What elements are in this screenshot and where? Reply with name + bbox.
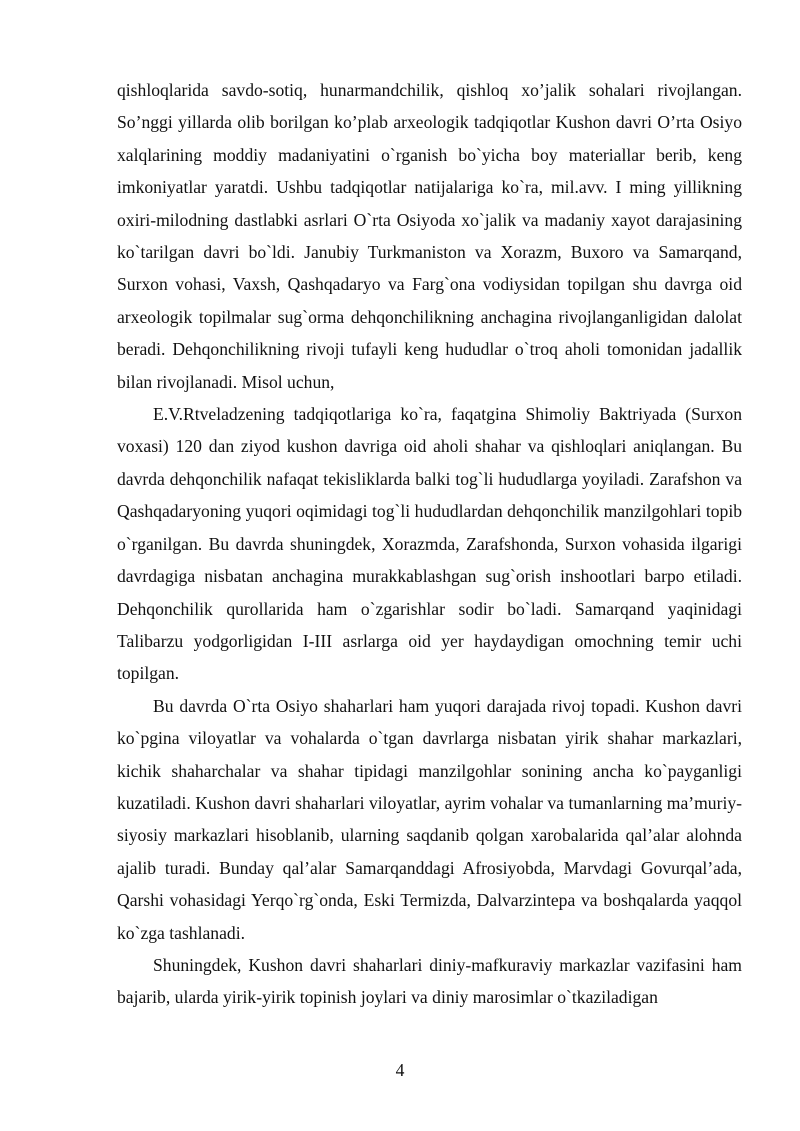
paragraph-1: qishloqlarida savdo-sotiq, hunarmandchilik, qishloq xo’jalik sohalari rivojlangan. So’nggi yillarda olib borilgan ko’plab arxeologik tadqiqotlar Kushon davri O’rta Osiyo xalqlarining moddiy madaniyatini o`rganish bo`yicha boy materiallar berib, keng imkoniyatlar yaratdi. Ushbu tadqiqotlar natijalariga ko`ra, mil.avv. I ming yillikning oxiri-milodning dastlabki asrlari O`rta Osiyoda xo`jalik va madaniy xayot darajasining ko`tarilgan davri bo`ldi. Janubiy Turkmaniston va Xorazm, Buxoro va Samarqand, Surxon vohasi, Vaxsh, Qashqadaryo va Farg`ona vodiysidan topilgan shu davrga oid arxeologik topilmalar sug`orma dehqonchilikning anchagina rivojlanganligidan dalolat beradi. Dehqonchilikning rivoji tufayli keng hududlar o`troq aholi tomonidan jadallik bilan rivojlanadi. Misol uchun, [117, 80, 742, 392]
paragraph-4: Shuningdek, Kushon davri shaharlari diniy-mafkuraviy markazlar vazifasini ham bajarib, ularda yirik-yirik topinish joylari va diniy marosimlar o`tkaziladigan [117, 954, 742, 1008]
paragraph-2: E.V.Rtveladzening tadqiqotlariga ko`ra, faqatgina Shimoliy Baktriyada (Surxon voxasi) 120 dan ziyod kushon davriga oid aholi shahar va qishloqlari aniqlangan. Bu davrda dehqonchilik nafaqat tekisliklarda balki tog`li hududlarga yoyiladi. Zarafshon va Qashqadaryoning yuqori oqimidagi tog`li hududlardan dehqonchilik manzilgohlari topib o`rganilgan. Bu davrda shuningdek, Xorazmda, Zarafshonda, Surxon vohasida ilgarigi davrdagiga nisbatan anchagina murakkablashgan sug`orish inshootlari barpo etiladi. Dehqonchilik qurollarida ham o`zgarishlar sodir bo`ladi. Samarqand yaqinidagi Talibarzu yodgorligidan I-III asrlarga oid yer haydaydigan omochning temir uchi topilgan. [117, 404, 742, 684]
page-number: 4 [395, 1060, 405, 1080]
document-page [117, 74, 742, 1014]
paragraph-3: Bu davrda O`rta Osiyo shaharlari ham yuqori darajada rivoj topadi. Kushon davri ko`pgina viloyatlar va vohalarda o`tgan davrlarga nisbatan yirik shahar markazlari, kichik shaharchalar va shahar tipidagi manzilgohlar sonining ancha ko`payganligi kuzatiladi. Kushon davri shaharlari viloyatlar, ayrim vohalar va tumanlarning ma’muriy-siyosiy markazlari hisoblanib, ularning saqdanib qolgan xarobalarida qal’alar alohnda ajalib turadi. Bunday qal’alar Samarqanddagi Afrosiyobda, Marvdagi Govurqal’ada, Qarshi vohasidagi Yerqo`rg`onda, Eski Termizda, Dalvarzintepa va boshqalarda yaqqol ko`zga tashlanadi. [117, 695, 742, 943]
